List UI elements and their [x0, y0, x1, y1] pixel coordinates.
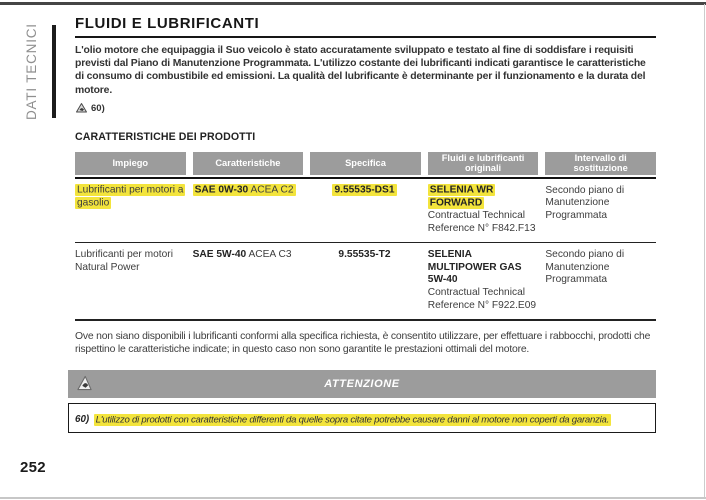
footnote-number: 60): [75, 414, 90, 426]
col-header-impiego: Impiego: [75, 152, 186, 175]
cell-caratteristiche: SAE 5W-40 ACEA C3: [192, 249, 292, 261]
cell-caratteristiche: SAE 0W-30 ACEA C2: [194, 184, 294, 196]
attention-triangle-icon: [75, 374, 94, 397]
table-header-row: [75, 152, 656, 175]
cell-impiego: Lubrificanti per motori a gasolio: [77, 184, 184, 209]
substitute-products-note: Ove non siano disponibili i lubrificanti conformi alla specifica richiesta, è consentito utilizzare, per effettuare i rabbocchi, prodotti che rispettino le caratteristiche indicate; in questo caso non sono garantite le prestazioni ottimali del motore.: [75, 331, 651, 356]
table-row-natural-power: [75, 242, 656, 319]
cell-fluido: SELENIA MULTIPOWER GAS 5W-40 Contractual Technical Reference N° F922.E09: [427, 249, 537, 311]
footnote-ref-number: 60): [91, 103, 105, 115]
page-top-edge: [0, 2, 706, 5]
section-heading: CARATTERISTICHE DEI PRODOTTI: [75, 130, 256, 143]
warning-triangle-icon: [75, 100, 88, 118]
attention-banner-label: ATTENZIONE: [324, 378, 400, 391]
attention-banner: [68, 370, 656, 398]
page-title: FLUIDI E LUBRIFICANTI: [75, 15, 656, 38]
cell-specifica: 9.55535-DS1: [334, 184, 395, 196]
table-row-diesel: [75, 179, 656, 242]
table-body: [75, 177, 656, 321]
chapter-tab-label: DATI TECNICI: [24, 23, 39, 120]
page-number: 252: [20, 459, 46, 476]
col-header-intervallo: Intervallo di sostituzione: [545, 152, 656, 175]
col-header-caratteristiche: Caratteristiche: [193, 152, 304, 175]
footnote-box: [68, 403, 656, 433]
cell-intervallo: Secondo piano di Manutenzione Programmata: [545, 249, 625, 286]
products-table: [75, 152, 656, 321]
chapter-tab-rule: [52, 25, 56, 118]
cell-specifica: 9.55535-T2: [338, 249, 391, 261]
page-bottom-edge: [0, 497, 706, 499]
intro-paragraph: L'olio motore che equipaggia il Suo veicolo è stato accuratamente sviluppato e testato al fine di soddisfare i requisiti previsti dal Piano di Manutenzione Programmata. L'utilizzo costante dei lubrificanti indicati garantisce le caratteristiche di consumo di combustibile ed emissioni. La qualità del lubrificante è determinante per il funzionamento e la durata del motore.: [75, 45, 646, 96]
cell-intervallo: Secondo piano di Manutenzione Programmata: [545, 184, 625, 221]
page-content: [75, 15, 656, 433]
cell-fluido: SELENIA WR FORWARD Contractual Technical Reference N° F842.F13: [427, 184, 536, 234]
footnote-text: L'utilizzo di prodotti con caratteristiche differenti da quelle sopra citate potrebbe causare danni al motore non coperti da garanzia.: [95, 414, 609, 426]
cell-impiego: Lubrificanti per motori Natural Power: [75, 249, 173, 273]
col-header-specifica: Specifica: [310, 152, 421, 175]
page-right-edge: [704, 4, 705, 498]
footnote-reference-line: [75, 100, 656, 118]
col-header-fluidi-originali: Fluidi e lubrificanti originali: [428, 152, 539, 175]
